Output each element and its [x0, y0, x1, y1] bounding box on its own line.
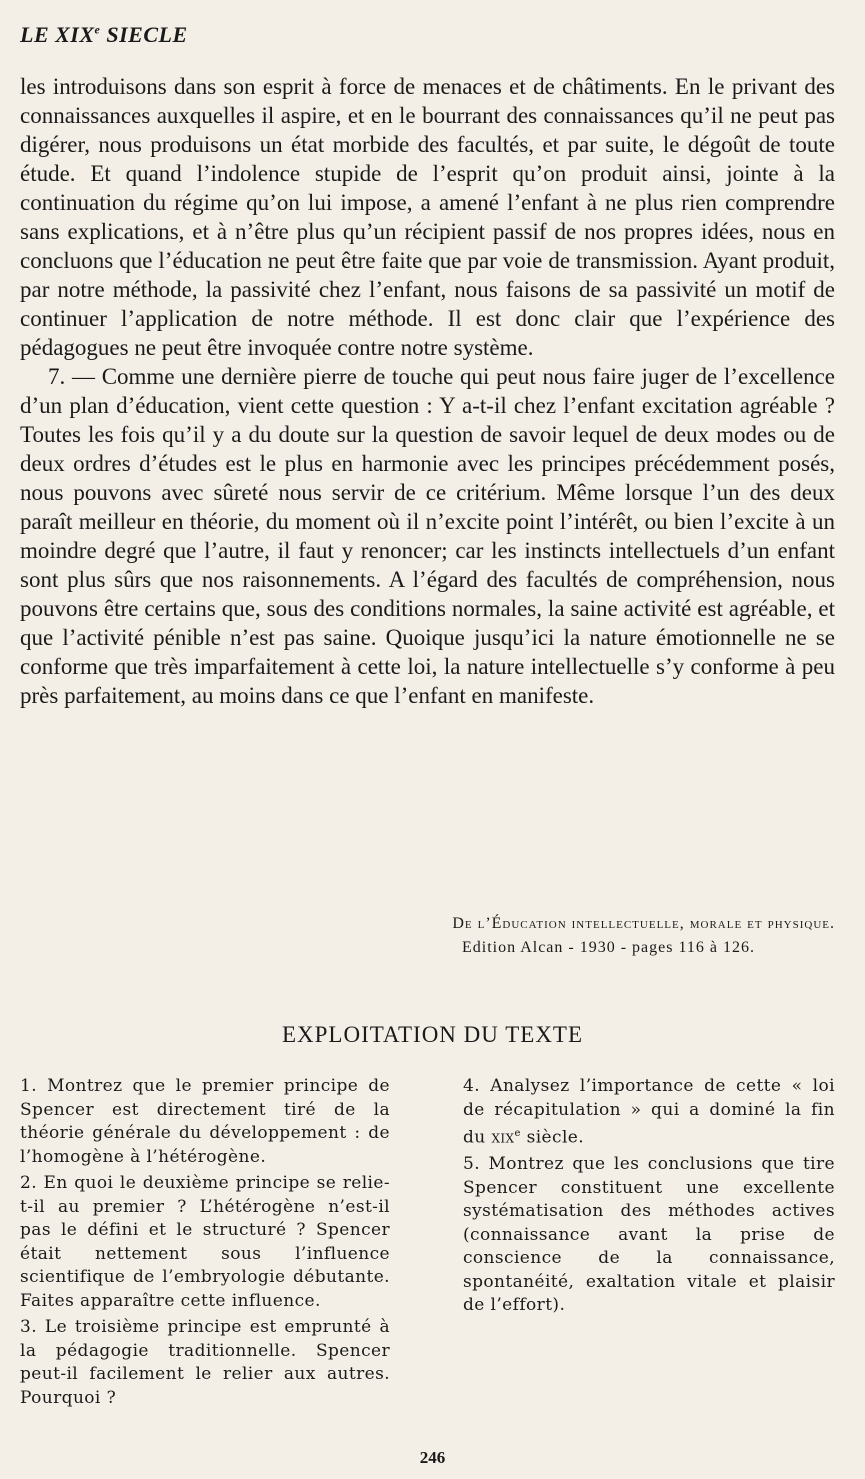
- exercise-item: 2. En quoi le deuxième principe se relie-t-il au premier ? L’hétérogène n’est-il pas le défini et le structuré ? Spencer était nettement sous l’influence scientifique de l’embryologie débutante. Faites apparaître cette influence.: [20, 1173, 390, 1311]
- source-citation: [20, 912, 835, 960]
- exercise-column-left: [20, 1075, 390, 1413]
- paragraph: les introduisons dans son esprit à force de menaces et de châtiments. En le privant des connaissances auxquelles il aspire, et en le bourrant des connaissances qu’il ne peut pas digérer, nous produisons un état morbide des facultés, et par suite, le dégoût de toute étude. Et quand l’indolence stupide de l’esprit qu’on produit ainsi, jointe à la continuation du régime qu’on lui impose, a amené l’enfant à ne plus rien comprendre sans explications, et à n’être plus qu’un récipient passif de nos propres idées, nous en concluons que l’éducation ne peut être faite que par voie de transmission. Ayant produit, par notre méthode, la passivité chez l’enfant, nous faisons de sa passivité un motif de continuer l’application de notre méthode. Il est donc clair que l’expérience des pédagogues ne peut être invoquée contre notre système.: [20, 74, 835, 360]
- running-title: LE XIXe SIECLE: [20, 22, 188, 47]
- main-text: [20, 72, 835, 710]
- running-title-superscript: e: [94, 22, 101, 37]
- section-title: EXPLOITATION DU TEXTE: [281, 1022, 584, 1047]
- source-edition: Edition Alcan - 1930 - pages 116 à 126.: [461, 939, 755, 956]
- exercise-item: 4. Analysez l’importance de cette « loi de récapitulation » qui a dominé la fin du xix$^e$ siècle.: [463, 1076, 835, 1148]
- exercise-item: 1. Montrez que le premier principe de Spencer est directement tiré de la théorie générale du développement : de l’homogène à l’hétérogène.: [20, 1076, 390, 1167]
- page-number: 246: [419, 1448, 446, 1467]
- paragraph: 7. — Comme une dernière pierre de touche qui peut nous faire juger de l’excellence d’un plan d’éducation, vient cette question : Y a-t-il chez l’enfant excitation agréable ? Toutes les fois qu’il y a du doute sur la question de savoir lequel de deux modes ou de deux ordres d’études est le plus en harmonie avec les principes précédemment posés, nous pouvons avec sûreté nous servir de ce critérium. Même lorsque l’un des deux paraît meilleur en théorie, du moment où il n’excite point l’intérêt, ou bien l’excite à un moindre degré que l’autre, il faut y renoncer; car les instincts intellectuels d’un enfant sont plus sûrs que nos raisonnements. A l’égard des facultés de compréhension, nous pouvons être certains que, sous des conditions normales, la saine activité est agréable, et que l’activité pénible n’est pas saine. Quoique jusqu’ici la nature émotionnelle ne se conforme que très imparfaitement à cette loi, la nature intellectuelle s’y conforme à peu près parfaitement, au moins dans ce que l’enfant en manifeste.: [20, 364, 835, 708]
- exercise-item: 3. Le troisième principe est emprunté à la pédagogie traditionnelle. Spencer peut-il facilement le relier aux autres. Pourquoi ?: [20, 1317, 390, 1408]
- exercise-item: 5. Montrez que les conclusions que tire Spencer constituent une excellente systématisation des méthodes actives (connaissance avant la prise de conscience de la connaissance, spontanéité, exaltation vitale et plaisir de l’effort).: [463, 1154, 835, 1316]
- source-work-title: De l’Éducation intellectuelle, morale et physique.: [452, 915, 835, 932]
- exercise-column-right: [463, 1075, 835, 1321]
